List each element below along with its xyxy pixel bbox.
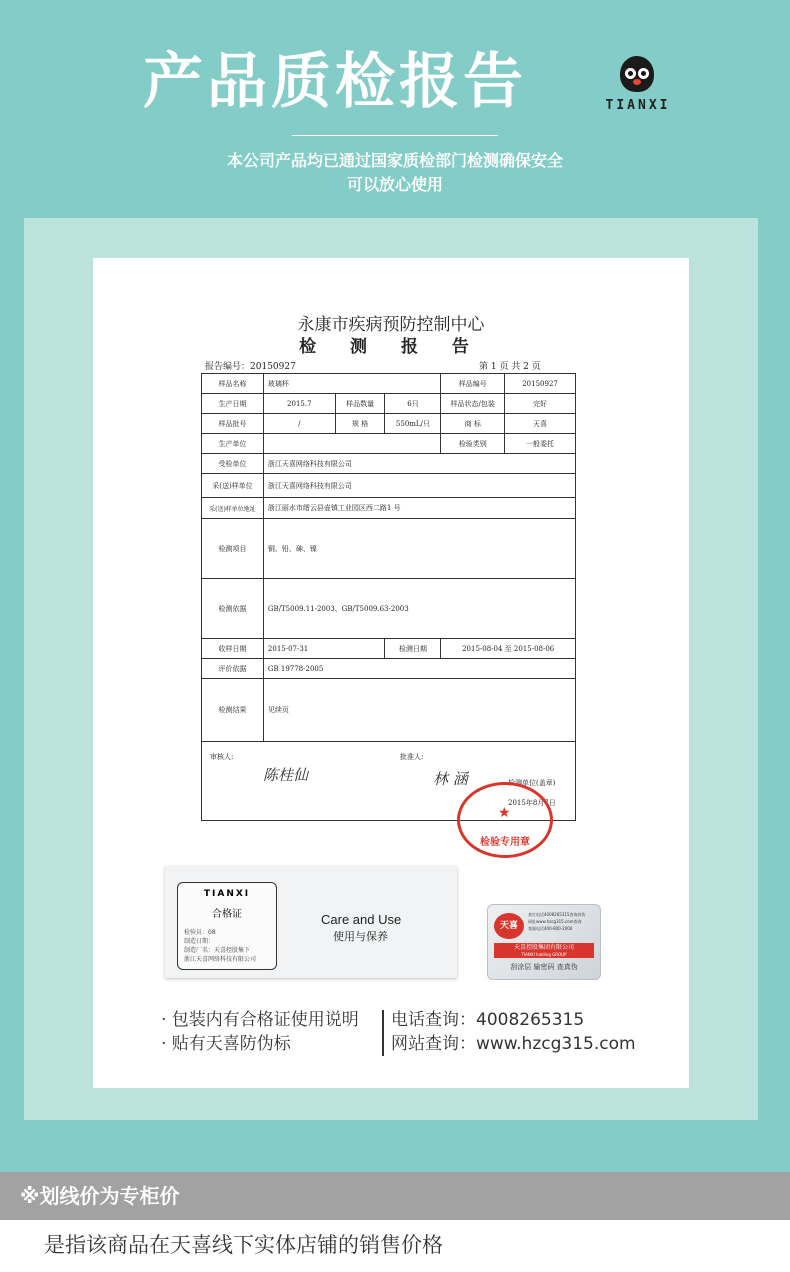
phone-query: 电话查询：4008265315 [391,1010,585,1030]
table-row [202,679,576,742]
row-label: 评价依据 [202,659,264,679]
beak-icon [633,79,641,85]
bird-mascot-icon [620,56,654,92]
cert-maker: 制造厂名：天喜控股集下 [184,947,251,954]
row-label: 检测日期 [385,639,441,659]
certificate-card [165,866,457,978]
cert-company: 浙江天喜网络科技有限公司 [184,956,257,963]
page-title: 产品质检报告 [143,47,527,117]
row-value: 2015.7 [263,394,335,414]
info-divider [382,1010,384,1056]
row-value: 6只 [385,394,441,414]
reviewer-label: 审核人: [210,753,234,761]
table-row [202,659,576,679]
care-title-cn: 使用与保养 [333,930,388,943]
row-label: 采(送)样单位 [202,474,264,498]
card-brand: TIANXI [203,889,251,899]
info-package: · 包装内有合格证使用说明 [161,1010,359,1030]
row-label: 检测依据 [202,579,264,639]
row-value [263,434,440,454]
tianxi-logo [592,56,684,120]
row-label: 受检单位 [202,454,264,474]
row-label: 生产日期 [202,394,264,414]
qualification-certificate [177,882,277,970]
row-label: 检测项目 [202,519,264,579]
table-row [202,474,576,498]
row-label: 样品批号 [202,414,264,434]
report-org: 永康市疾病预防控制中心 [297,315,485,335]
unit-label: 检测单位(盖章) [508,779,556,787]
reviewer-signature: 陈桂仙 [263,766,309,784]
row-value: 一般委托 [505,434,576,454]
report-table [201,373,576,821]
cert-title: 合格证 [212,909,242,920]
table-row [202,579,576,639]
row-value: 铜、铅、砷、镍 [263,519,575,579]
row-value: 浙江天喜网络科技有限公司 [263,454,575,474]
seal-scratch: 刮涂层 输密码 查真伪 [510,963,578,971]
footer-heading: ※划线价为专柜价 [20,1184,180,1208]
row-value: 天喜 [505,414,576,434]
row-label: 商 标 [441,414,505,434]
anti-counterfeit-label [487,904,601,980]
info-label: · 贴有天喜防伪标 [161,1034,291,1054]
seal-line: 客服电话400-800-2000 [528,926,573,931]
row-value: 20150927 [505,374,576,394]
website-query: 网站查询：www.hzcg315.com [391,1034,636,1054]
row-value: / [263,414,335,434]
eye-icon [625,68,636,79]
row-label: 样品编号 [441,374,505,394]
sign-date: 2015年8月7日 [508,799,556,807]
seal-line: 网址www.hzcg315.com查询 [528,919,582,924]
row-label: 样品名称 [202,374,264,394]
official-stamp [457,782,553,858]
table-row [202,454,576,474]
footer-note: 是指该商品在天喜线下实体店铺的销售价格 [44,1233,443,1257]
star-icon: ★ [498,805,511,821]
table-row [202,374,576,394]
row-value: 浙江天喜网络科技有限公司 [263,474,575,498]
row-label: 样品状态/包装 [441,394,505,414]
stamp-text: 检验专用章 [480,837,530,848]
report-title: 检 测 报 告 [299,337,483,357]
row-value: GB 19778-2005 [263,659,575,679]
report-page-info: 第 1 页 共 2 页 [479,362,541,372]
row-value: 550mL/只 [385,414,441,434]
approver-label: 批准人: [400,753,424,761]
inspection-report [93,258,689,858]
brand-wordmark: TIANXI [605,98,671,113]
seal-logo: 天喜 [494,913,524,939]
row-value: GB/T5009.11-2003、GB/T5009.63-2003 [263,579,575,639]
row-label: 生产单位 [202,434,264,454]
cert-inspector: 检验员：08 [184,929,216,936]
row-label: 收样日期 [202,639,264,659]
row-label: 检验类别 [441,434,505,454]
row-value: 完好 [505,394,576,414]
row-value: 2015-07-31 [263,639,385,659]
row-label: 规 格 [335,414,385,434]
subtitle-line1: 本公司产品均已通过国家质检部门检测确保安全 [226,151,563,170]
care-title-en: Care and Use [321,912,402,927]
seal-group-en: TIANXI holding GROUP [494,952,594,958]
row-value: 见续页 [263,679,575,742]
table-row [202,434,576,454]
table-row [202,498,576,519]
row-label: 采(送)样单位地址 [202,498,264,519]
table-row [202,519,576,579]
table-row [202,639,576,659]
table-row [202,414,576,434]
row-value: 玻璃杯 [263,374,440,394]
cert-date: 制造日期： [184,938,215,945]
row-value: 2015-08-04 至 2015-08-06 [441,639,576,659]
report-sheet [93,258,689,1088]
eye-icon [638,68,649,79]
title-divider [292,135,498,136]
row-label: 样品数量 [335,394,385,414]
seal-group-cn: 天喜控股集团有限公司 [494,943,594,952]
report-number: 报告编号：20150927 [205,362,296,372]
table-row [202,394,576,414]
subtitle-line2: 可以放心使用 [346,175,443,194]
seal-text [528,911,585,932]
row-label: 检测结果 [202,679,264,742]
row-value: 浙江丽水市缙云县壶镇工业园区西二路1 号 [263,498,575,519]
seal-line: 查打电话4008265315查询真伪 [528,912,586,917]
approver-signature: 林 涵 [433,770,468,788]
